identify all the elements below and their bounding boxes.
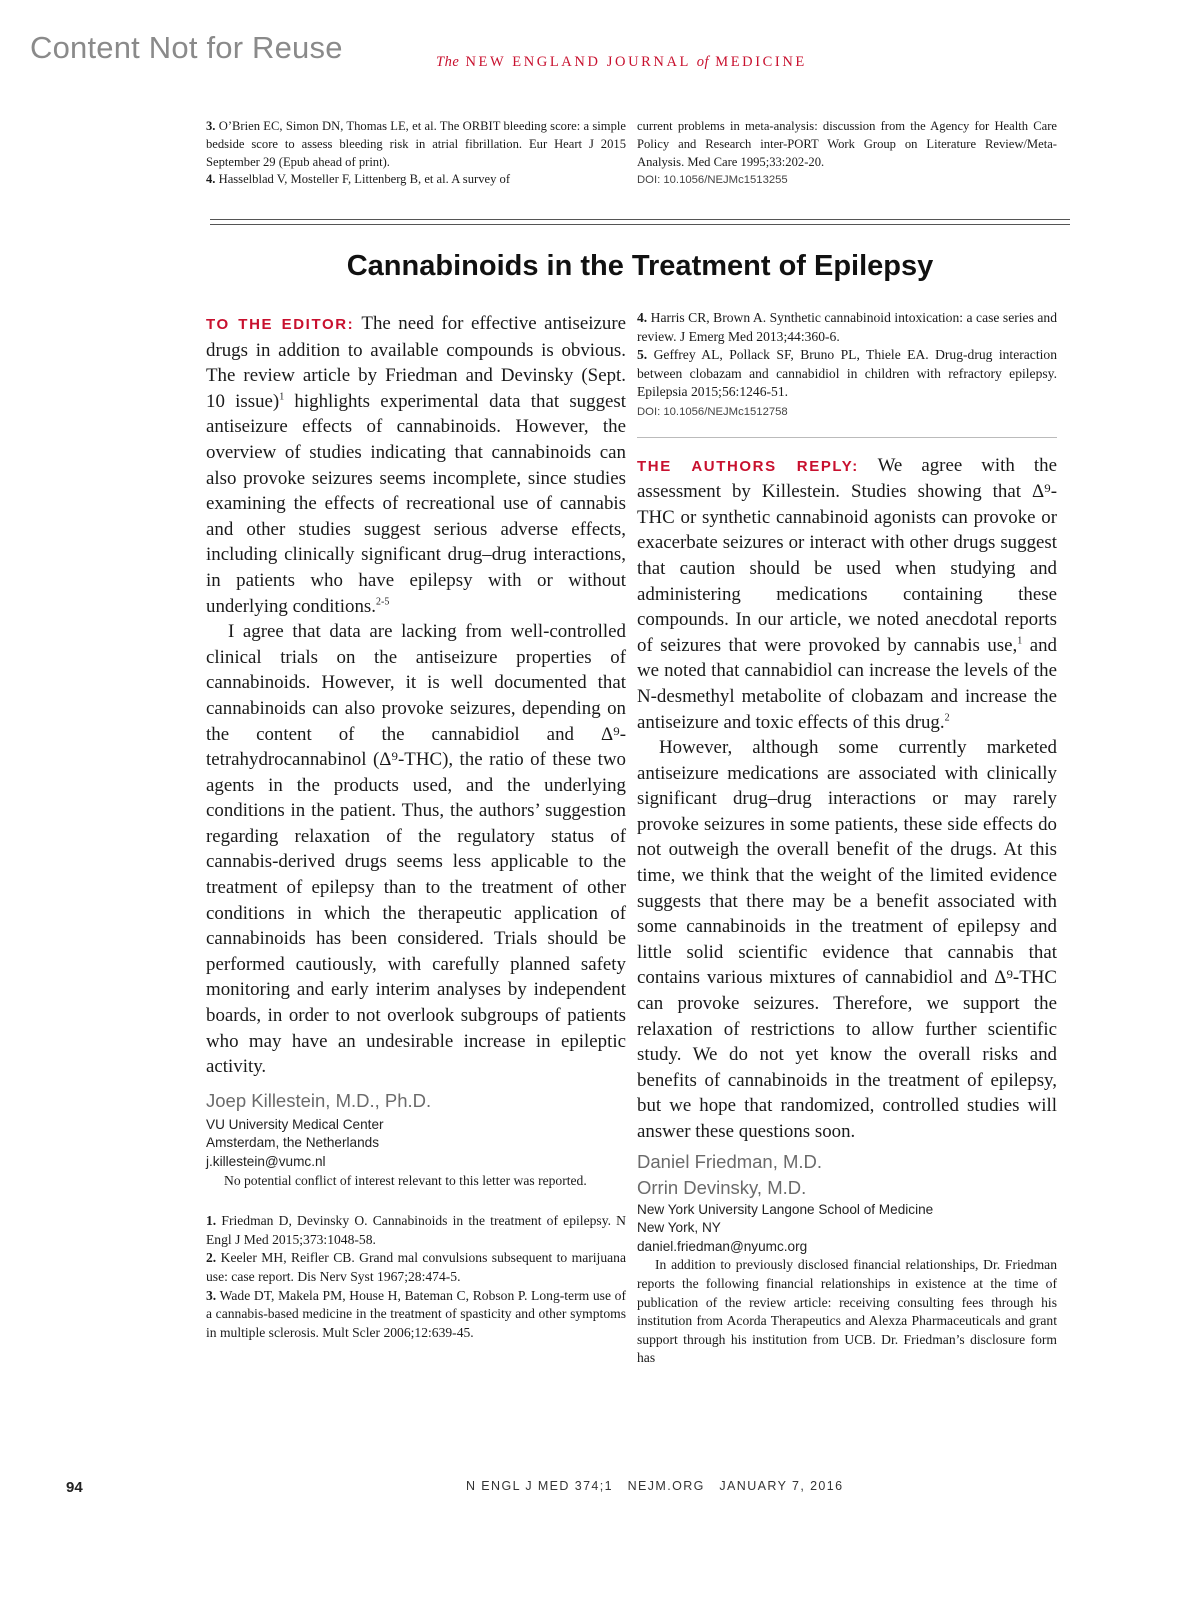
reference-number: 4. xyxy=(637,310,648,325)
letter-text: The need for effective antiseizure drugs in addition to available compounds is obvious. The review article by Friedman and Devinsky (Sept. 10 issue) xyxy=(206,313,626,412)
reply-text: and we noted that cannabidiol can increase the levels of the N-desmethyl metabolite of clobazam and increase the antiseizure and toxic effects of this drug. xyxy=(637,634,1057,733)
previous-letter-references-left xyxy=(206,118,626,189)
reference-number: 1. xyxy=(206,1213,217,1229)
running-head xyxy=(436,54,807,71)
affiliation-institution: VU University Medical Center xyxy=(206,1116,384,1132)
author-email[interactable]: daniel.friedman@nyumc.org xyxy=(637,1238,808,1254)
reference-number: 3. xyxy=(206,119,216,133)
reference-item xyxy=(637,346,1057,402)
reply-text: We agree with the assessment by Killestein. Studies showing that Δ⁹-THC or synthetic cannabinoid agonists can provoke or exacerbate seizures or interact with other drugs suggest that caution should be used when studying and administering medications containing these compounds. In our article, we noted anecdotal reports of seizures that were provoked by cannabis use, xyxy=(637,454,1057,656)
running-head-journal: NEW ENGLAND JOURNAL xyxy=(459,54,697,70)
reply-author-2: Orrin Devinsky, M.D. xyxy=(637,1176,807,1198)
reply-column xyxy=(637,309,1057,1368)
reference-item xyxy=(206,1287,626,1343)
reference-text: O’Brien EC, Simon DN, Thomas LE, et al. The ORBIT bleeding score: a simple bedside score to assess bleeding risk in atrial fibrillation. Eur Heart J 2015 September 29 (Epub ahead of print). xyxy=(206,119,626,169)
reply-affiliation xyxy=(637,1201,1057,1257)
reply-divider xyxy=(637,437,1057,438)
reference-item xyxy=(206,118,626,171)
reference-item xyxy=(206,171,626,189)
page-number: 94 xyxy=(66,1479,83,1496)
watermark-text: Content Not for Reuse xyxy=(30,30,343,65)
reference-text: Friedman D, Devinsky O. Cannabinoids in the treatment of epilepsy. N Engl J Med 2015;373:1048-58. xyxy=(206,1213,626,1247)
reply-paragraph-1 xyxy=(637,453,1057,736)
journal-footer: N ENGL J MED 374;1 NEJM.ORG JANUARY 7, 2016 xyxy=(466,1479,844,1493)
letter-text: highlights experimental data that suggest antiseizure effects of cannabinoids. However, the overview of studies indicating that cannabinoids can also provoke seizures seems incomplete, since studies examining the effects of recreational use of cannabis and other studies suggest serious adverse effects, including clinically significant drug–drug interactions, in patients who have epilepsy with or without underlying conditions. xyxy=(206,390,626,617)
affiliation-location: Amsterdam, the Netherlands xyxy=(206,1135,380,1151)
section-divider xyxy=(210,219,1070,225)
letter-affiliation xyxy=(206,1116,626,1172)
reference-item xyxy=(206,1249,626,1286)
letter-column xyxy=(206,311,626,1342)
reference-text: Wade DT, Makela PM, House H, Bateman C, Robson P. Long-term use of a cannabis-based medicine in the treatment of spasticity and other symptoms in multiple sclerosis. Mult Scler 2006;12:639-45. xyxy=(206,1287,626,1340)
reference-number: 5. xyxy=(637,347,648,363)
citation: 2 xyxy=(944,712,950,724)
running-head-the: The xyxy=(436,54,460,70)
previous-letter-references-right xyxy=(637,118,1057,190)
author-email[interactable]: j.killestein@vumc.nl xyxy=(206,1154,326,1169)
reference-text: Geffrey AL, Pollack SF, Bruno PL, Thiele EA. Drug-drug interaction between clobazam and cannabidiol in children with refractory epilepsy. Epilepsia 2015;56:1246-51. xyxy=(637,347,1057,400)
reply-author-1: Daniel Friedman, M.D. xyxy=(637,1150,823,1172)
reply-paragraph-2: However, although some currently marketed antiseizure medications are associated with clinically significant drug–drug interactions or may rarely provoke seizures in some patients, these side effects do not outweigh the overall benefit of the drugs. At this time, we think that the weight of the limited evidence suggests that there may be a benefit associated with some cannabinoids in the treatment of epilepsy and little solid scientific evidence that cannabis that contains various mixtures of cannabidiol and Δ⁹-THC can provoke seizures. Therefore, we support the relaxation of restrictions to allow further scientific study. We do not yet know the overall risks and benefits of cannabinoids in the treatment of epilepsy, but we hope that randomized, controlled studies will answer these questions soon. xyxy=(637,737,1057,1142)
running-head-of: of xyxy=(696,54,709,70)
letter-references-continued xyxy=(637,309,1057,422)
reply-disclosure: In addition to previously disclosed financial relationships, Dr. Friedman reports the following financial relationships in existence at the time of publication of the review article: receiving consulting fees through his institution from Acorda Therapeutics and Alexza Pharmaceuticals and grant support through his institution from UCB. Dr. Friedman’s disclosure form has xyxy=(637,1257,1057,1366)
reference-item xyxy=(206,1212,626,1249)
reference-continuation: current problems in meta-analysis: discussion from the Agency for Health Care Policy and Research inter-PORT Work Group on Literature Review/Meta-Analysis. Med Care 1995;33:202-20. xyxy=(637,119,1057,169)
article-title: Cannabinoids in the Treatment of Epilepsy xyxy=(346,250,934,282)
reference-number: 2. xyxy=(206,1250,217,1266)
letter-paragraph-1 xyxy=(206,311,626,619)
reference-text: Keeler MH, Reifler CB. Grand mal convulsions subsequent to marijuana use: case report. Dis Nerv Syst 1967;28:474-5. xyxy=(206,1250,626,1284)
letter-disclosure: No potential conflict of interest relevant to this letter was reported. xyxy=(224,1172,587,1188)
citation: 2-5 xyxy=(376,596,390,608)
doi-link[interactable]: DOI: 10.1056/NEJMc1513255 xyxy=(637,174,788,187)
affiliation-institution: New York University Langone School of Medicine xyxy=(637,1201,934,1217)
reference-number: 3. xyxy=(206,1287,217,1303)
citation: 1 xyxy=(1017,635,1023,647)
running-head-medicine: MEDICINE xyxy=(708,54,807,70)
doi-link[interactable]: DOI: 10.1056/NEJMc1512758 xyxy=(637,405,788,418)
letter-lead: TO THE EDITOR: xyxy=(206,316,355,333)
letter-author: Joep Killestein, M.D., Ph.D. xyxy=(206,1089,432,1111)
affiliation-location: New York, NY xyxy=(637,1220,721,1236)
letter-paragraph-2: I agree that data are lacking from well-controlled clinical trials on the antiseizure properties of cannabinoids. However, it is well documented that cannabinoids can also provoke seizures, depending on the content of the cannabidiol and Δ⁹-tetrahydrocannabinol (Δ⁹-THC), the ratio of these two agents in the products used, and the underlying conditions in the patient. Thus, the authors’ suggestion regarding relaxation of the regulatory status of cannabis-derived drugs seems less applicable to the treatment of epilepsy than to the treatment of other conditions in which the therapeutic application of cannabinoids has been considered. Trials should be performed cautiously, with carefully planned safety monitoring and early interim analyses by independent boards, in order to not overlook subgroups of patients who may have an undesirable increase in epileptic activity. xyxy=(206,621,626,1078)
letter-references xyxy=(206,1212,626,1342)
reference-item xyxy=(637,309,1057,346)
citation: 1 xyxy=(279,391,285,403)
reply-lead: THE AUTHORS REPLY: xyxy=(637,457,859,475)
reference-text: Harris CR, Brown A. Synthetic cannabinoid intoxication: a case series and review. J Emerg Med 2013;44:360-6. xyxy=(637,310,1057,344)
reference-number: 4. xyxy=(206,172,216,187)
reference-text: Hasselblad V, Mosteller F, Littenberg B, et al. A survey of xyxy=(215,172,511,187)
